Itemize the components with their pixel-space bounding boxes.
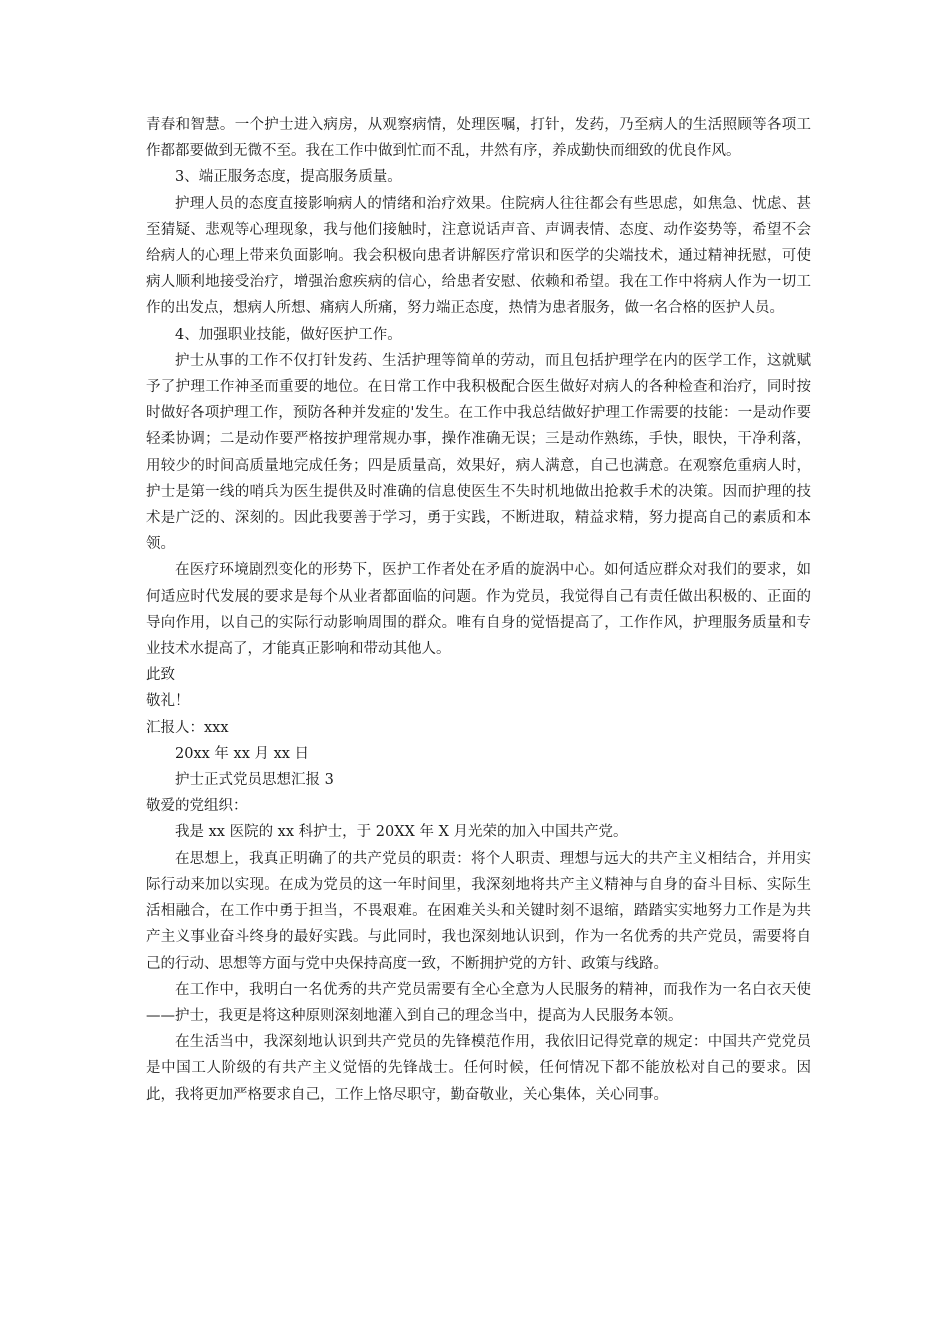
paragraph-professional-skills: 护士从事的工作不仅打针发药、生活护理等简单的劳动，而且包括护理学在内的医学工作，这就赋予了护理工作神圣而重要的地位。在日常工作中我积极配合医生做好对病人的各种检查和治疗，同时按时做好各项护理工作，预防各种并发症的'发生。在工作中我总结做好护理工作需要的技能：一是动作要轻柔协调；二是动作要严格按护理常规办事，操作准确无误；三是动作熟练，手快，眼快，干净利落，用较少的时间高质量地完成任务；四是质量高，效果好，病人满意，自己也满意。在观察危重病人时，护士是第一线的哨兵为医生提供及时准确的信息使医生不失时机地做出抢救手术的决策。因而护理的技术是广泛的、深刻的。因此我要善于学习，勇于实践，不断进取，精益求精，努力提高自己的素质和本领。: [146, 352, 811, 553]
paragraph-service-attitude: 护理人员的态度直接影响病人的情绪和治疗效果。住院病人往往都会有些思虑，如焦急、忧虑、甚至猜疑、悲观等心理现象，我与他们接触时，注意说话声音、声调表情、态度、动作姿势等，希望不会给病人的心理上带来负面影响。我会积极向患者讲解医疗常识和医学的尖端技术，通过精神抚慰，可使病人顺利地接受治疗，增强治愈疾病的信心，给患者安慰、依赖和希望。我在工作中将病人作为一切工作的出发点，想病人所想、痛病人所痛，努力端正态度，热情为患者服务，做一名合格的医护人员。: [146, 195, 811, 317]
closing-respect: 敬礼！: [146, 693, 190, 710]
paragraph-work: 在工作中，我明白一名优秀的共产党员需要有全心全意为人民服务的精神，而我作为一名白衣天使——护士，我更是将这种原则深刻地灌入到自己的理念当中，提高为人民服务本领。: [146, 981, 811, 1024]
paragraph-opening-continuation: 青春和智慧。一个护士进入病房，从观察病情，处理医嘱，打针，发药，乃至病人的生活照顾等各项工作都都要做到无微不至。我在工作中做到忙而不乱，井然有序，养成勤快而细致的优良作风。: [146, 117, 811, 160]
report-date: 20xx 年 xx 月 xx 日: [175, 745, 310, 762]
greeting: 敬爱的党组织：: [146, 798, 248, 815]
document-body: [146, 112, 811, 1108]
paragraph-introduction: 我是 xx 医院的 xx 科护士，于 20XX 年 X 月光荣的加入中国共产党。: [175, 824, 628, 841]
section-title: 护士正式党员思想汇报 3: [175, 772, 334, 789]
paragraph-ideology: 在思想上，我真正明确了的共产党员的职责：将个人职责、理想与远大的共产主义相结合，并用实际行动来加以实现。在成为党员的这一年时间里，我深刻地将共产主义精神与自身的奋斗目标、实际生活相融合，在工作中勇于担当，不畏艰难。在困难关头和关键时刻不退缩，踏踏实实地努力工作是为共产主义事业奋斗终身的最好实践。与此同时，我也深刻地认识到，作为一名优秀的共产党员，需要将自己的行动、思想等方面与党中央保持高度一致，不断拥护党的方针、政策与线路。: [146, 850, 811, 972]
paragraph-party-member-role: 在医疗环境剧烈变化的形势下，医护工作者处在矛盾的旋涡中心。如何适应群众对我们的要求，如何适应时代发展的要求是每个从业者都面临的问题。作为党员，我觉得自己有责任做出积极的、正面的导向作用，以自己的实际行动影响周围的群众。唯有自身的觉悟提高了，工作作风，护理服务质量和专业技术水提高了，才能真正影响和带动其他人。: [146, 562, 811, 658]
reporter-name: 汇报人：xxx: [146, 719, 229, 736]
heading-service-attitude: 3、端正服务态度，提高服务质量。: [175, 169, 402, 186]
closing-salutation: 此致: [146, 667, 175, 684]
heading-professional-skills: 4、加强职业技能，做好医护工作。: [175, 326, 402, 343]
paragraph-life: 在生活当中，我深刻地认识到共产党员的先锋模范作用，我依旧记得党章的规定：中国共产党党员是中国工人阶级的有共产主义觉悟的先锋战士。任何时候，任何情况下都不能放松对自己的要求。因此，我将更加严格要求自己，工作上恪尽职守，勤奋敬业，关心集体，关心同事。: [146, 1034, 811, 1103]
